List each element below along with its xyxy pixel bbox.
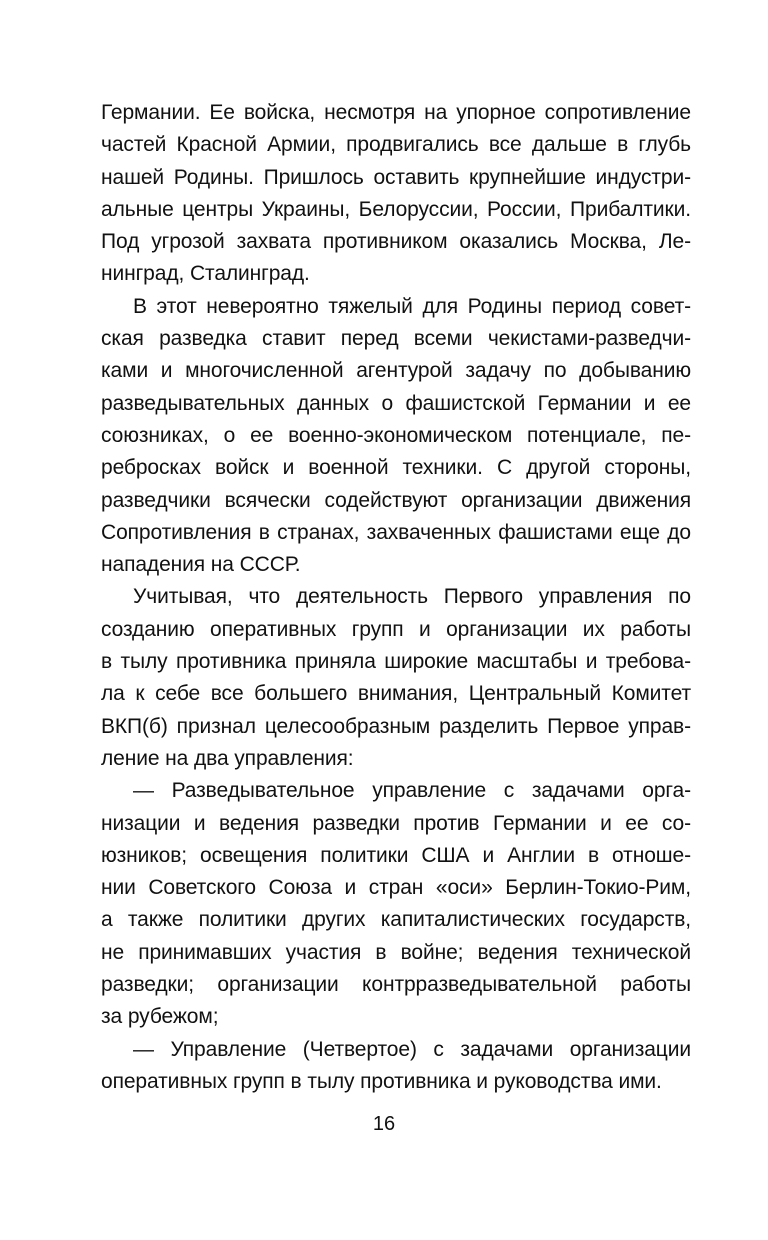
text-line: Учитывая, что деятельность Первого управления по (133, 585, 691, 609)
paragraph-5 (101, 1034, 691, 1099)
text-line: юзников; освещения политики США и Англии в отноше- (101, 843, 691, 867)
text-line: Германии. Ее войска, несмотря на упорное сопротивление (101, 101, 691, 124)
text-line: альные центры Украины, Белоруссии, России, Прибалтики. (101, 197, 691, 221)
text-line: частей Красной Армии, продвигались все дальше в глубь (101, 133, 691, 157)
text-line: ками и многочисленной агентурой задачу по добыванию (101, 359, 691, 383)
paragraph-2 (101, 291, 691, 582)
page-number: 16 (372, 1113, 396, 1135)
text-line: ВКП(б) признал целесообразным разделить Первое управ- (101, 714, 691, 738)
text-line: разведки; организации контрразведывательной работы (101, 973, 691, 997)
text-line: нашей Родины. Пришлось оставить крупнейшие индустри- (101, 165, 691, 189)
text-line: нападения на СССР. (101, 553, 301, 577)
text-line: разведывательных данных о фашистской Германии и ее (101, 391, 691, 415)
text-line: созданию оперативных групп и организации их работы (101, 617, 691, 641)
text-line: нии Советского Союза и стран «оси» Берлин-Токио-Рим, (101, 876, 691, 900)
text-line: ла к себе все большего внимания, Центральный Комитет (101, 682, 691, 706)
text-line: а также политики других капиталистических государств, (101, 908, 691, 932)
paragraph-3 (101, 581, 691, 775)
text-line: в тылу противника приняла широкие масштабы и требова- (101, 650, 691, 674)
text-line: ребросках войск и военной техники. С другой стороны, (101, 456, 691, 480)
text-line: союзниках, о ее военно-экономическом потенциале, пе- (101, 423, 691, 447)
text-line: Сопротивления в странах, захваченных фашистами еще до (101, 520, 691, 544)
text-line: ская разведка ставит перед всеми чекистами-разведчи- (101, 327, 691, 351)
text-line: Под угрозой захвата противником оказались Москва, Ле- (101, 230, 691, 254)
paragraph-1 (101, 97, 691, 291)
text-line: разведчики всячески содействуют организации движения (101, 488, 691, 512)
text-line: оперативных групп в тылу противника и руководства ими. (101, 1069, 662, 1093)
text-line: нинград, Сталинград. (101, 262, 310, 286)
text-line: — Разведывательное управление с задачами орга- (133, 779, 691, 803)
body-text (101, 97, 691, 1098)
text-line: низации и ведения разведки против Германии и ее со- (101, 811, 691, 835)
text-line: — Управление (Четвертое) с задачами организации (133, 1037, 691, 1061)
text-line: ление на два управления: (101, 746, 354, 770)
paragraph-4 (101, 775, 691, 1033)
text-line: за рубежом; (101, 1005, 219, 1029)
text-line: не принимавших участия в войне; ведения технической (101, 940, 691, 964)
text-line: В этот невероятно тяжелый для Родины период совет- (133, 294, 691, 318)
